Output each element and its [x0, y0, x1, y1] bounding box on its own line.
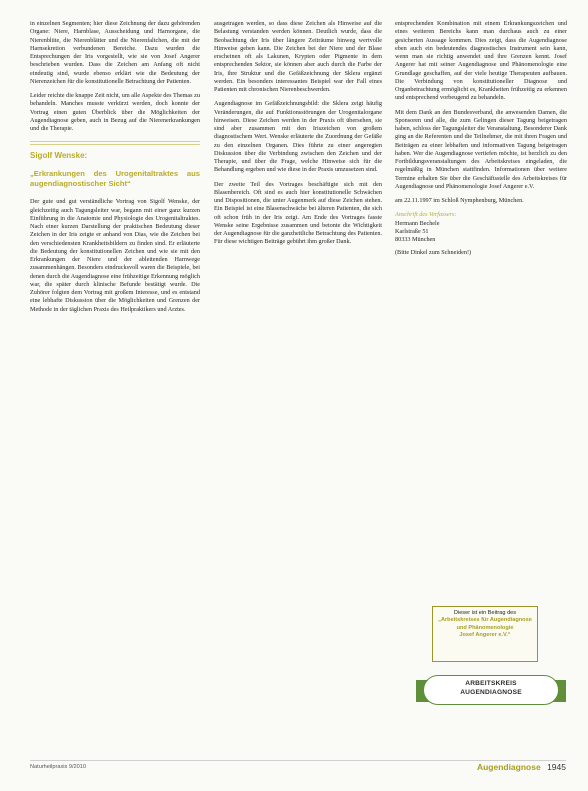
- footer-page-info: [477, 762, 566, 772]
- paragraph: ausgetragen werden, so dass diese Zeichen als Hinweise auf die Belastung verstanden werden können. Deutlich wurde, dass die Beobachtung der Iris über längere Zeiträume hinweg wertvolle Hinweise geben kann. Die Zeichen bei der Niere und der Blase erscheinen oft als Lakunen, Krypten oder Pigmente in dem entsprechenden Sektor, sie können aber auch durch die Farbe der Iris, ihre Struktur und die Gefäßzeichnung der Sklera ergänzt werden. Ein besonders interessantes Beispiel war der Fall eines Patienten mit chronischen Nierenbeschwerden.: [214, 20, 382, 93]
- logo-text-bottom: AUGENDIAGNOSE: [460, 689, 522, 696]
- paragraph: Augendiagnose im Gefäßzeichnungsbild: die Sklera zeigt häufig Veränderungen, die auf Funktionsstörungen der Urogenitalorgane hinweisen. Diese Zeichen werden in der Praxis oft übersehen, sie sind aber zusammen mit den Iriszeichen von großem diagnostischem Wert. Wenske erläuterte die Zuordnung der Gefäße zu den einzelnen Organen. Dies führte zu einer angeregten Diskussion über die Verbindung zwischen den Zeichen und der Therapie, und über die Frage, welche Hinweise sich für die Behandlung ergeben und wie diese in der Praxis umzusetzen sind.: [214, 100, 382, 174]
- column-middle: [214, 20, 382, 253]
- logo-text-top: ARBEITSKREIS: [465, 680, 517, 687]
- address-note: (Bitte Dinkel zum Schneiden!): [395, 249, 472, 257]
- footer-publication: Naturheilpraxis 9/2010: [30, 764, 86, 770]
- page-number: 1945: [547, 762, 566, 772]
- address-name: Hermann Bechele: [395, 219, 440, 227]
- paragraph: Der gute und gut verständliche Vortrag von Sigolf Wenske, der gleichzeitig auch Tagungsleiter war, begann mit einer ganz kurzen Einführung in die Anatomie und Physiologie des Urogenitaltraktes. Nach einer kurzen Darstellung der praktischen Bedeutung dieser Zeichen in der Iris zeigte er anhand von Dias, wie die Zeichen bei den verschiedensten Krankheitsbildern zu finden sind. Er erläuterte die Bedeutung der konstitutionellen Zeichen und wie sie mit den Erkrankungen der Niere und der ableitenden Harnwege zusammenhängen. Besonders eindrucksvoll waren die Beispiele, bei denen durch die Augendiagnose eine frühzeitige Erkennung möglich war, die später durch klinische Befunde bestätigt wurde. Die Zuhörer folgten dem Vortrag mit großem Interesse, und es entstand eine lebhafte Diskussion über die Möglichkeiten und Grenzen der Methode in der täglichen Praxis des Heilpraktikers und Arztes.: [30, 198, 200, 313]
- paragraph: Leider reichte die knappe Zeit nicht, um alle Aspekte des Themas zu behandeln. Manches musste verkürzt werden, doch konnte der Vortrag einen guten Überblick über die Möglichkeiten der Augendiagnose geben, auch in Bezug auf die Nierenerkrankungen und die Therapie.: [30, 92, 200, 132]
- section-divider: [30, 141, 200, 145]
- arbeitskreis-logo: [416, 670, 566, 710]
- info-box-line: Josef Angerer e.V.“: [459, 632, 511, 639]
- address-label: Anschrift des Verfassers:: [395, 211, 457, 219]
- article-subheading: „Erkrankungen des Urogenitaltraktes aus augendiagnostischer Sicht“: [30, 169, 200, 188]
- info-box: [432, 606, 538, 662]
- paragraph: am 22.11.1997 im Schloß Nymphenburg, München.: [395, 197, 524, 204]
- paragraph: Mit dem Dank an den Bundesverband, die anwesenden Damen, die Sponsoren und alle, die zum Gelingen dieser Tagung beigetragen haben, schloss der Tagungsleiter die Veranstaltung. Besonderer Dank ging an die Referenten und die Teilnehmer, die mit ihren Fragen und Beiträgen zu einer lebhaften und informativen Tagung beigetragen haben. Wer die Augendiagnose vertiefen möchte, ist herzlich zu den Fortbildungsveranstaltungen des Arbeitskreises eingeladen, die regelmäßig in München stattfinden. Informationen über weitere Termine erhalten Sie über die Geschäftsstelle des Arbeitskreises für Augendiagnose und Phänomenologie Josef Angerer e.V.: [395, 108, 567, 190]
- address-city: 80333 München: [395, 236, 436, 243]
- footer-divider: [30, 760, 566, 761]
- info-box-line: Dieser ist ein Beitrag des: [453, 610, 517, 616]
- footer-section: Augendiagnose: [476, 762, 541, 772]
- info-box-line: und Phänomenologie: [456, 624, 514, 631]
- paragraph: entsprechenden Kombination mit einem Erkrankungszeichen und eines weiteren Bereichs kann man durchaus auch zu einer gesicherten Aussage kommen. Dies zeigt, dass die Augendiagnose eben auch ein bedeutendes diagnostisches Instrument sein kann, wenn man sie richtig anwendet und ihre Grenzen kennt. Josef Angerer hat mit seiner Augendiagnose und Phänomenologie eine Grundlage geschaffen, auf der viele heutige Therapeuten aufbauen. Die Verbindung von konstitutioneller Diagnose und Organbetrachtung ermöglicht es, Krankheiten frühzeitig zu erkennen und entsprechend vorbeugend zu behandeln.: [395, 20, 567, 102]
- column-right: [395, 20, 567, 258]
- paragraph: in einzelnen Segmenten; hier diese Zeichnung der dazu gehörenden Organe: Niere, Harnblase, Ausscheidung und Harnorgane, die Nierenblüte, die Nierenblätter und die Nierenfaltchen, die mit der Harnsekretion verbundenen Bereiche. Dazu wurden die Entsprechungen der Iris vorgestellt, wie sie von Josef Angerer beschrieben wurden. Dass die Zeichen am Anfang oft nicht eindeutig sind, wurde ebenso erklärt wie die Bedeutung der Nierenzeichen für die konstitutionelle Betrachtung der Patienten.: [30, 20, 200, 85]
- column-left: [30, 20, 200, 320]
- address-street: Karlstraße 51: [395, 227, 429, 235]
- info-box-line: „Arbeitskreises für Augendiagnose: [438, 617, 532, 624]
- author-heading: Sigolf Wenske:: [30, 151, 88, 161]
- author-address: [395, 211, 567, 257]
- paragraph: Der zweite Teil des Vortrages beschäftigte sich mit den Blasenbereich. Oft sind es auch hier konstitutionelle Schwächen und Dispositionen, die unter Augenmerk auf diese Zeichen stehen. Ein Beispiel ist eine Blasenschwäche bei älteren Patienten, die sich oft schon früh in der Iris zeigt. Am Ende des Vortrages fasste Wenske seine Ergebnisse zusammen und betonte die Wichtigkeit der Augendiagnose für die ganzheitliche Betrachtung des Patienten. Für diese wichtigen Beiträge gebührt ihm großer Dank.: [214, 180, 382, 246]
